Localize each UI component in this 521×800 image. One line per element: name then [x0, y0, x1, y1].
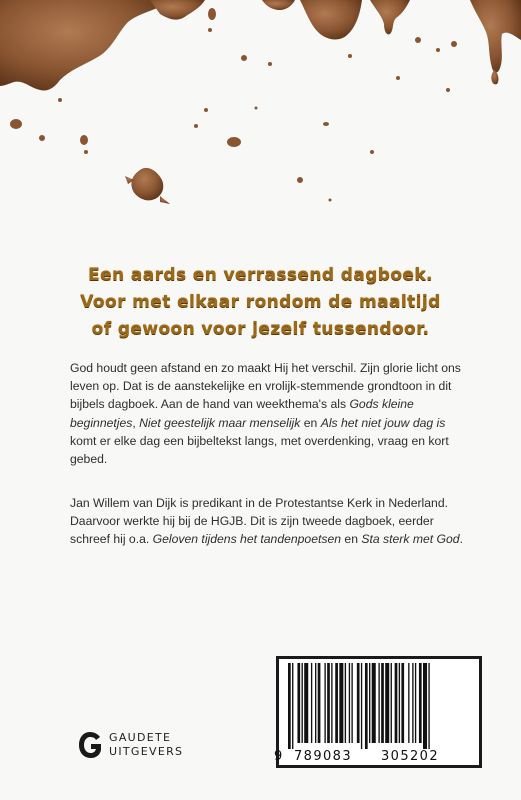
barcode-bar [318, 663, 321, 743]
description-paragraph [70, 359, 470, 468]
barcode-bar [315, 663, 316, 743]
book-title: Geloven tijdens het tandenpoetsen [152, 532, 342, 547]
text-run: God houdt geen afstand en zo maakt Hij het verschil. Zijn glorie licht ons leven op. Dat is de aanstekelijke en vrolijk-stemmende grondtoon in dit bijbels dagboek. Aan de hand van weekthema's als [70, 361, 461, 412]
barcode-bar [395, 663, 398, 743]
barcode-bar [378, 663, 379, 743]
text-run: Jan Willem van Dijk is predikant in de Protestantse Kerk in Nederland. Daarvoor werkte hij bij de HGJB. Dit is zijn tweede dagboek, eerder schreef hij o.a. [70, 496, 448, 547]
theme-title: Niet geestelijk maar menselijk [139, 415, 301, 430]
barcode-bar [423, 663, 427, 749]
tagline-line: Een aards en verrassend dagboek. [88, 265, 433, 285]
barcode-bar [412, 663, 413, 743]
barcode-bar [381, 663, 384, 743]
barcode-bar [408, 663, 409, 743]
barcode-bar [288, 663, 291, 749]
barcode-bar [292, 663, 293, 749]
barcode-bar [372, 663, 376, 743]
barcode-bar [357, 663, 360, 743]
publisher-name-line: GAUDETE [109, 731, 172, 744]
text-run: en [300, 415, 321, 430]
publisher-name [109, 731, 183, 759]
barcode-bar [349, 663, 350, 743]
publisher-name-line: UITGEVERS [109, 745, 184, 758]
text-run: komt er elke dag een bijbeltekst langs, met overdenking, vraag en kort gebed. [70, 433, 449, 467]
text-run: . [459, 532, 463, 547]
barcode-bar [365, 663, 368, 749]
barcode-bar [335, 663, 338, 743]
barcode-bar [327, 663, 330, 743]
barcode-bar [401, 663, 404, 743]
text-run: en [341, 532, 362, 547]
barcode-bar [369, 663, 370, 743]
barcode-bar [351, 663, 352, 743]
author-bio-paragraph [70, 494, 470, 549]
mud-splatter-decoration [0, 0, 521, 210]
tagline-line: of gewoon voor jezelf tussendoor. [91, 319, 430, 339]
publisher-g-icon [77, 730, 103, 760]
barcode-bar [415, 663, 416, 743]
isbn-prefix-digit: 9 [274, 749, 284, 764]
barcode-bar [385, 663, 389, 743]
text-run: , [132, 415, 140, 430]
book-title: Sta sterk met God [361, 532, 460, 547]
isbn-group-right: 305202 [381, 749, 440, 764]
barcode-bar [428, 663, 429, 749]
barcode-bar [297, 663, 300, 743]
theme-title: Als het niet jouw dag is [320, 415, 446, 430]
barcode-bar [345, 663, 346, 743]
barcode-bar [311, 663, 312, 743]
tagline-line: Voor met elkaar rondom de maaltijd [80, 292, 441, 312]
barcode-bar [399, 663, 400, 743]
tagline [40, 262, 481, 343]
theme-title: Gods kleine beginnetjes [70, 397, 414, 430]
isbn-group-left: 789083 [294, 749, 353, 764]
isbn-barcode [276, 656, 482, 768]
publisher-logo [77, 730, 183, 760]
barcode-bar [324, 663, 325, 743]
barcode-bars [288, 663, 474, 751]
barcode-bar [391, 663, 392, 743]
barcode-bar [419, 663, 422, 743]
barcode-bar [304, 663, 308, 743]
barcode-bar [302, 663, 303, 743]
barcode-bar [361, 663, 362, 749]
barcode-bar [331, 663, 332, 743]
barcode-bar [339, 663, 343, 743]
